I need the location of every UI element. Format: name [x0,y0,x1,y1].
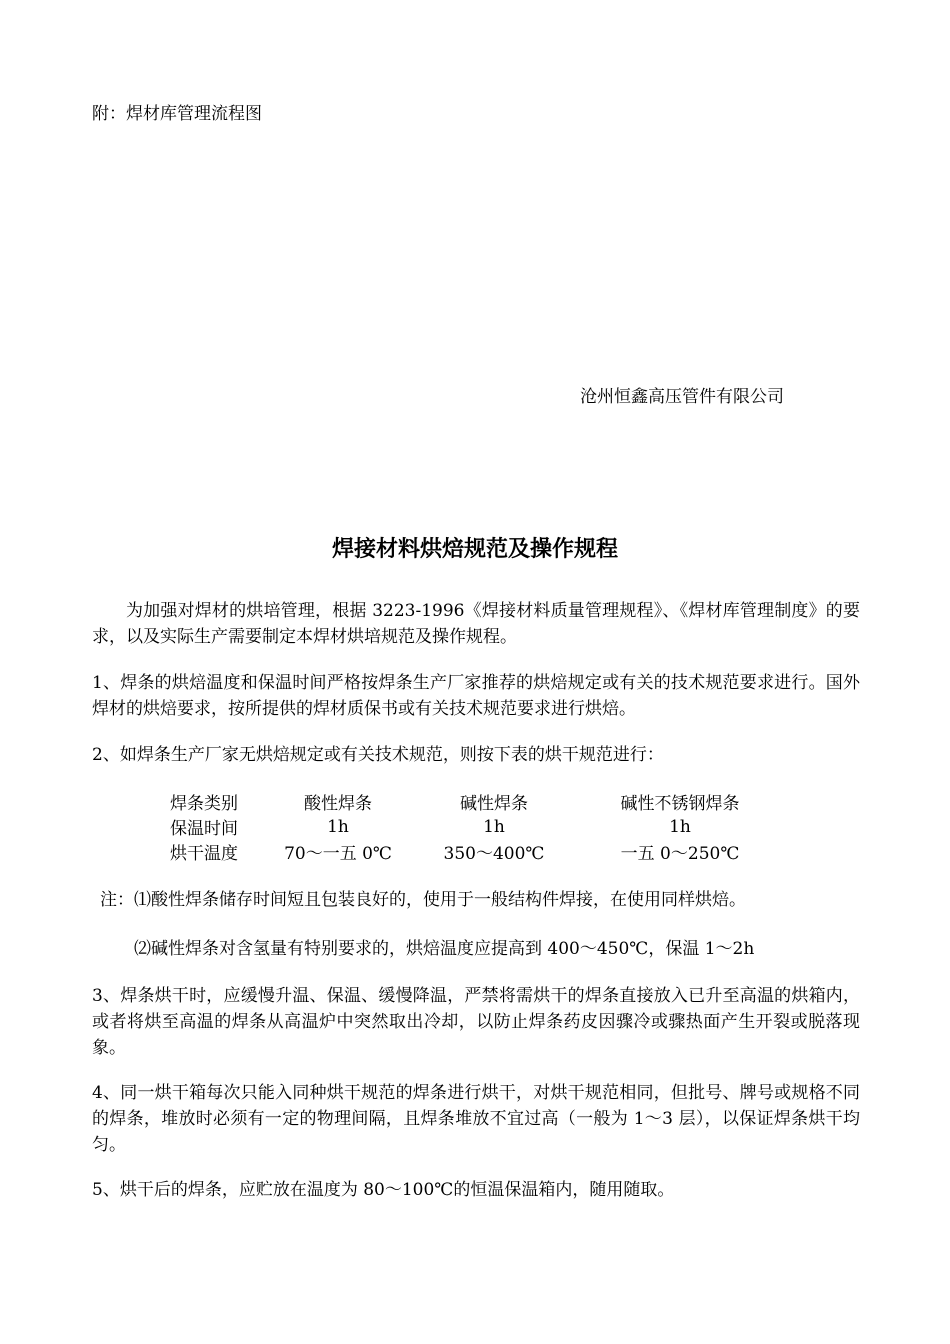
document-title: 焊接材料烘焙规范及操作规程 [331,537,618,562]
item-4-paragraph: 4、同一烘干箱每次只能入同种烘干规范的焊条进行烘干，对烘干规范相同，但批号、牌号或规格不同的焊条，堆放时必须有一定的物理间隔，且焊条堆放不宜过高（一般为 1～3 层），以保证焊条烘干均匀。 [92,1083,860,1155]
intro-paragraph: 为加强对焊材的烘培管理，根据 3223-1996《焊接材料质量管理规程》、《焊材库管理制度》的要求，以及实际生产需要制定本焊材烘培规范及操作规程。 [92,601,860,647]
table-cell: 焊条类别 [170,794,238,814]
table-cell: 碱性焊条 [460,794,528,814]
table-cell: 350～400℃ [443,844,545,864]
table-cell: 1h [327,816,349,837]
table-cell: 1h [669,816,691,837]
company-name: 沧州恒鑫高压管件有限公司 [580,387,784,407]
table-cell: 1h [483,816,505,837]
table-cell: 一五 0～250℃ [620,844,740,864]
item-3-paragraph: 3、焊条烘干时，应缓慢升温、保温、缓慢降温，严禁将需烘干的焊条直接放入已升至高温的烘箱内，或者将烘至高温的焊条从高温炉中突然取出冷却，以防止焊条药皮因骤冷或骤热面产生开裂或脱落现象。 [92,986,860,1058]
appendix-title: 附：焊材库管理流程图 [92,104,262,124]
item-1-paragraph: 1、焊条的烘焙温度和保温时间严格按焊条生产厂家推荐的烘焙规定或有关的技术规范要求进行。国外焊材的烘焙要求，按所提供的焊材质保书或有关技术规范要求进行烘焙。 [92,673,860,719]
table-cell: 70～一五 0℃ [284,844,392,864]
table-cell: 碱性不锈钢焊条 [620,794,740,814]
note-2: ⑵碱性焊条对含氢量有特别要求的，烘焙温度应提高到 400～450℃，保温 1～2h [134,939,755,959]
table-row [160,789,800,814]
table-cell: 酸性焊条 [304,794,372,814]
item-2-paragraph: 2、如焊条生产厂家无烘焙规定或有关技术规范，则按下表的烘干规范进行： [92,745,664,765]
table-row [160,839,800,864]
table-cell: 保温时间 [170,819,238,839]
table-cell: 烘干温度 [170,844,238,864]
item-5-paragraph: 5、烘干后的焊条，应贮放在温度为 80～100℃的恒温保温箱内，随用随取。 [92,1180,675,1200]
baking-spec-table [160,789,800,864]
note-1: 注：⑴酸性焊条储存时间短且包装良好的，使用于一般结构件焊接，在使用同样烘焙。 [100,890,746,910]
table-row [160,814,800,839]
